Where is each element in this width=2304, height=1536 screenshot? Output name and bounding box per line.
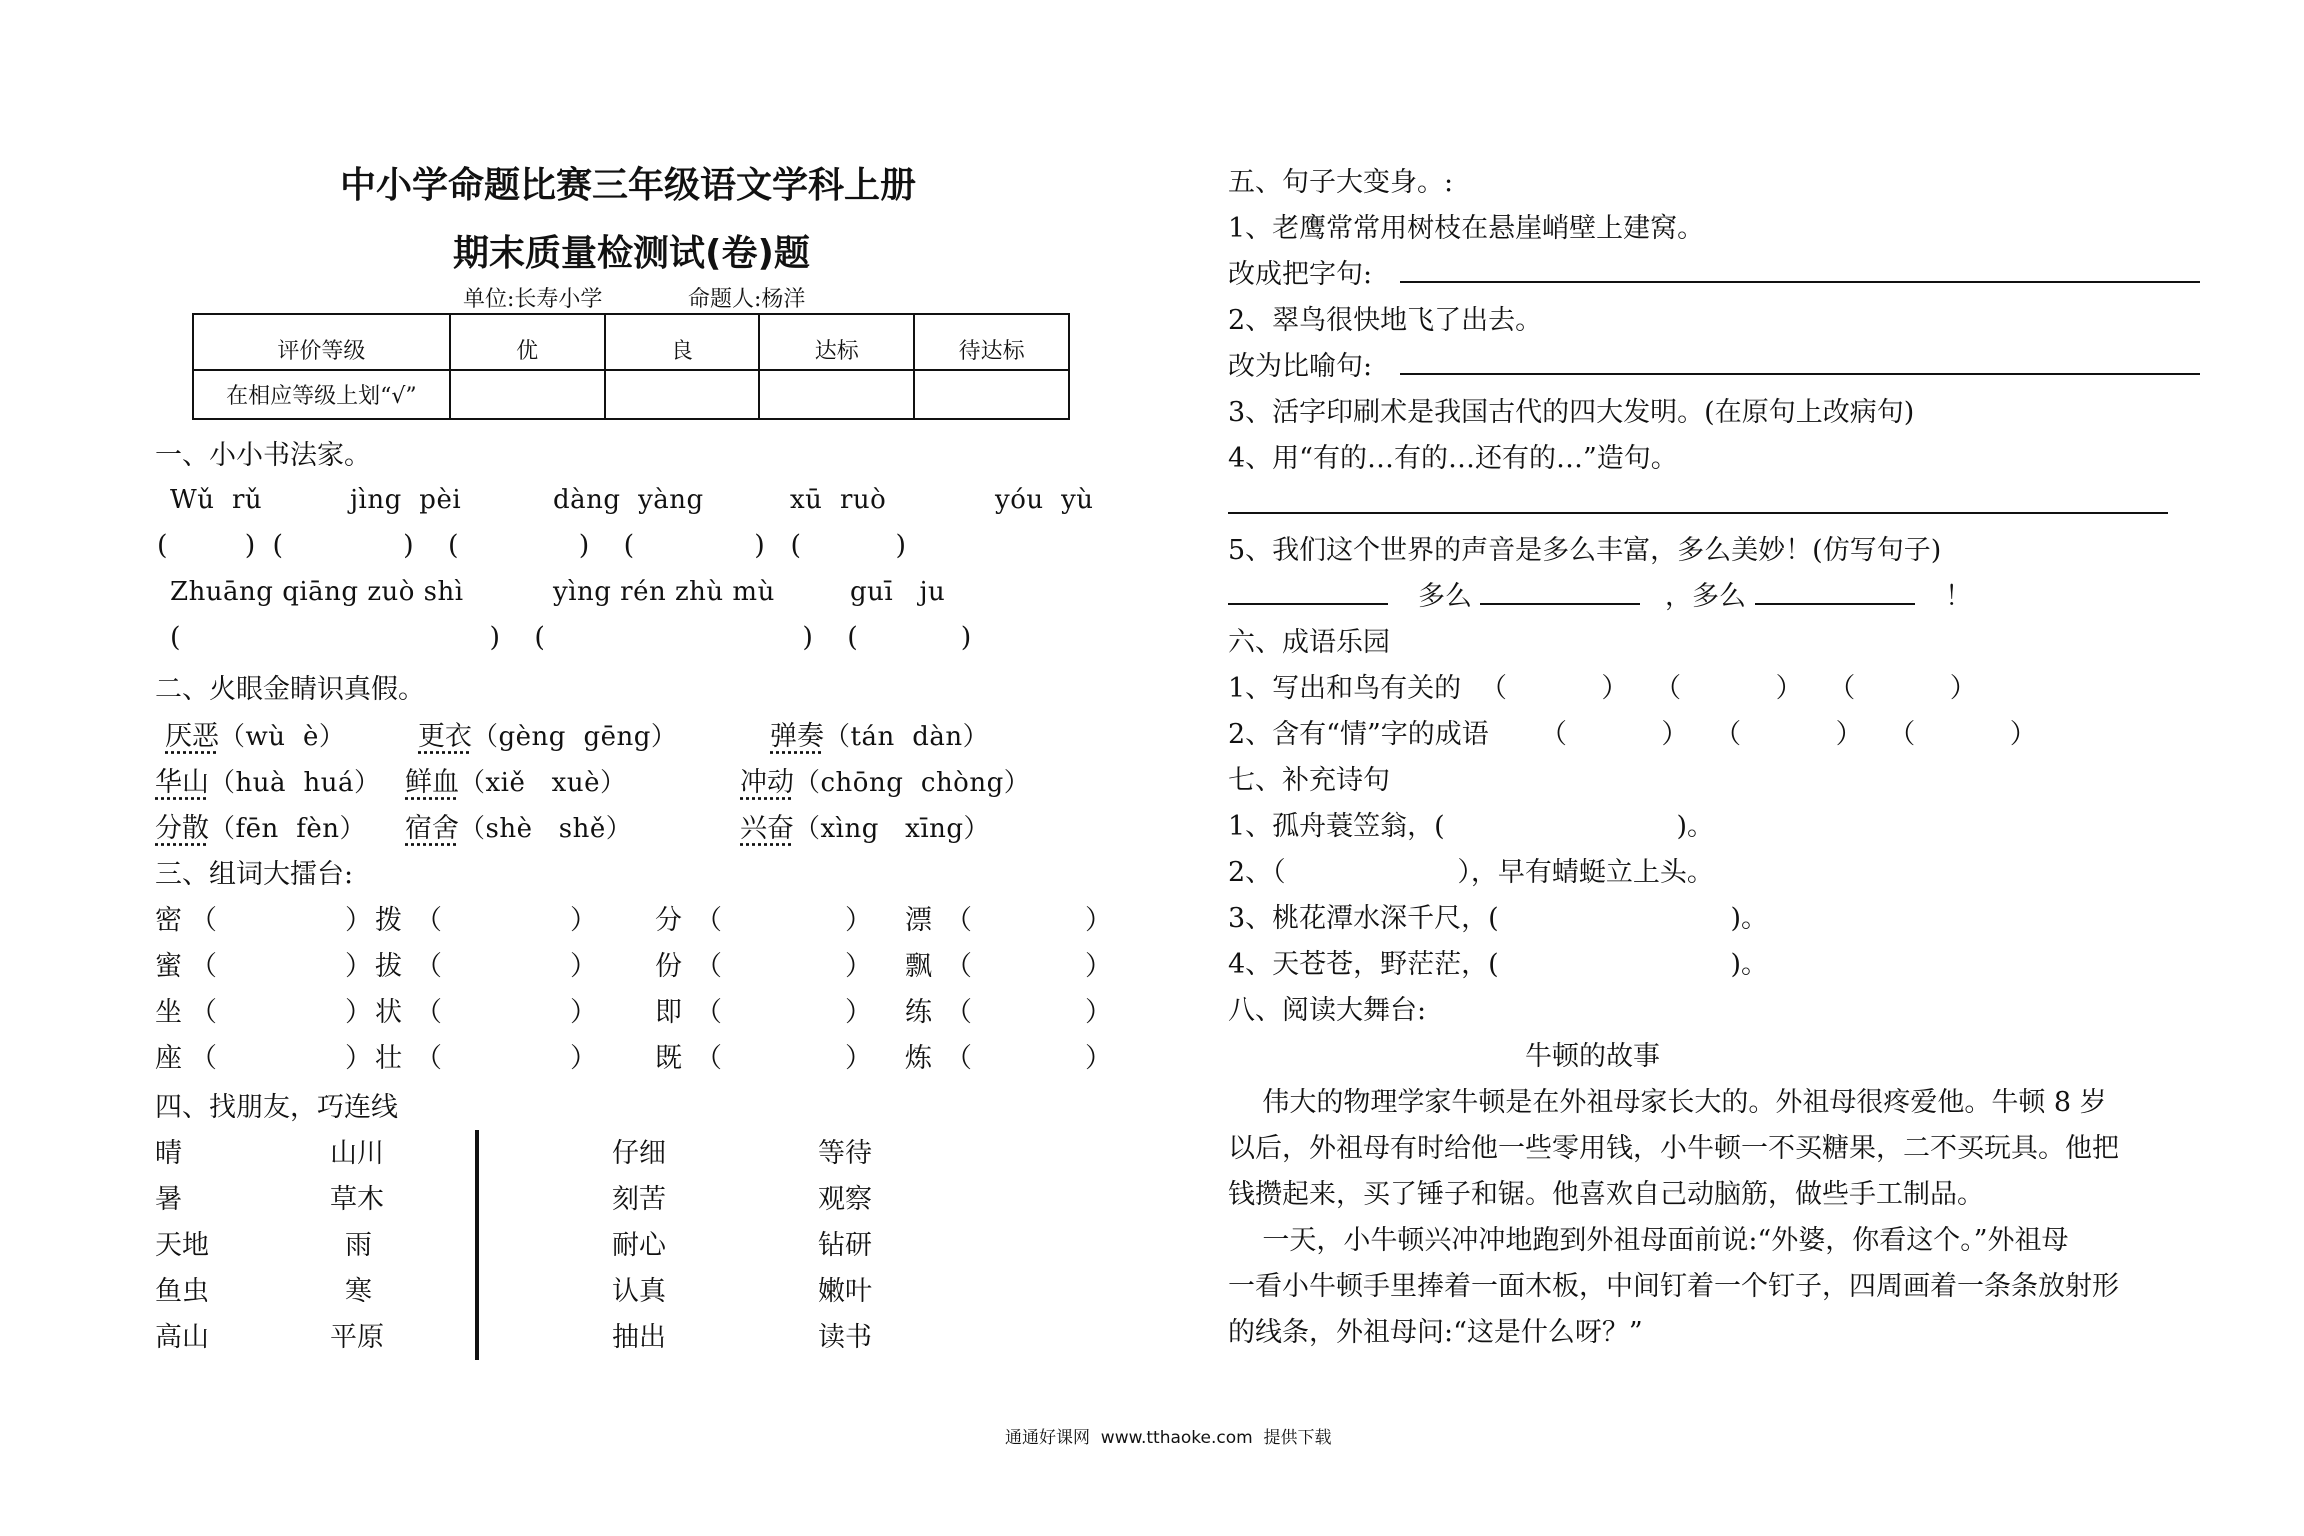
grade-table bbox=[192, 313, 1070, 420]
polyphone-item[interactable] bbox=[740, 760, 1030, 799]
match-word[interactable]: 抽出 bbox=[612, 1322, 666, 1353]
story-title: 牛顿的故事 bbox=[1525, 1041, 1660, 1072]
polyphone-item[interactable] bbox=[405, 760, 626, 799]
pinyin-options: （gèng gēng） bbox=[472, 722, 678, 752]
answer-bracket-close[interactable]: ） bbox=[570, 1043, 597, 1074]
story-line: 钱攒起来，买了锤子和锯。他喜欢自己动脑筋，做些手工制品。 bbox=[1228, 1179, 1984, 1210]
author-label: 命题人:杨洋 bbox=[688, 287, 806, 312]
fill-word: ！ bbox=[1945, 581, 1972, 612]
match-word[interactable]: 雨 bbox=[345, 1230, 372, 1261]
match-word[interactable]: 等待 bbox=[818, 1138, 872, 1169]
answer-line[interactable] bbox=[1400, 373, 2200, 375]
match-word[interactable]: 高山 bbox=[155, 1322, 209, 1353]
answer-bracket-open[interactable]: （ bbox=[415, 905, 442, 936]
pinyin-item: guī ju bbox=[850, 577, 946, 607]
fill-word: 多么 bbox=[1418, 581, 1472, 612]
polyphone-word: 宿舍 bbox=[405, 813, 459, 844]
answer-line[interactable] bbox=[1755, 603, 1915, 605]
answer-bracket-open[interactable]: （ bbox=[190, 951, 217, 982]
pinyin-options: （chōng chòng） bbox=[794, 768, 1031, 798]
match-word[interactable]: 刻苦 bbox=[612, 1184, 666, 1215]
question-text: 2、翠鸟很快地飞了出去。 bbox=[1228, 305, 1543, 336]
base-character: 份 bbox=[655, 951, 682, 982]
question-text: 4、用“有的…有的…还有的…”造句。 bbox=[1228, 443, 1678, 474]
answer-bracket-close[interactable]: ） bbox=[1085, 1043, 1112, 1074]
match-word[interactable]: 耐心 bbox=[612, 1230, 666, 1261]
answer-bracket-open[interactable]: （ bbox=[190, 905, 217, 936]
match-word[interactable]: 仔细 bbox=[612, 1138, 666, 1169]
answer-bracket-close[interactable]: ） bbox=[345, 905, 372, 936]
base-character: 状 bbox=[375, 997, 402, 1028]
answer-bracket-close[interactable]: ） bbox=[570, 905, 597, 936]
answer-bracket-close[interactable]: ） bbox=[1085, 997, 1112, 1028]
polyphone-word: 兴奋 bbox=[740, 813, 794, 844]
pinyin-options: （xìng xīng） bbox=[794, 814, 991, 844]
match-word[interactable]: 寒 bbox=[345, 1276, 372, 1307]
answer-brackets[interactable]: ( ) ( ) ( ) bbox=[170, 622, 972, 653]
polyphone-word: 冲动 bbox=[740, 767, 794, 798]
answer-bracket-close[interactable]: ） bbox=[570, 997, 597, 1028]
unit-label: 单位:长寿小学 bbox=[463, 287, 603, 312]
story-line: 的线条，外祖母问:“这是什么呀？” bbox=[1228, 1317, 1643, 1348]
answer-brackets[interactable]: ( ) ( ) ( ) ( ) ( ) bbox=[157, 530, 907, 561]
pinyin-options: （huà huá） bbox=[209, 768, 381, 798]
base-character: 拨 bbox=[375, 905, 402, 936]
grade-blank-cell[interactable] bbox=[605, 370, 760, 419]
match-word[interactable]: 暑 bbox=[155, 1184, 182, 1215]
answer-line[interactable] bbox=[1228, 603, 1388, 605]
question-prompt: 改成把字句: bbox=[1228, 259, 1373, 290]
answer-bracket-open[interactable]: （ bbox=[415, 951, 442, 982]
grade-blank-cell[interactable] bbox=[759, 370, 914, 419]
base-character: 飘 bbox=[905, 951, 932, 982]
question-text: 5、我们这个世界的声音是多么丰富，多么美妙！(仿写句子) bbox=[1228, 535, 1942, 566]
match-word[interactable]: 读书 bbox=[818, 1322, 872, 1353]
grade-header-cell: 待达标 bbox=[914, 314, 1069, 370]
section-7-heading: 七、补充诗句 bbox=[1228, 765, 1390, 796]
answer-bracket-open[interactable]: （ bbox=[190, 1043, 217, 1074]
pinyin-options: （wù è） bbox=[219, 722, 346, 752]
match-word[interactable]: 山川 bbox=[330, 1138, 384, 1169]
grade-blank-cell[interactable] bbox=[450, 370, 605, 419]
section-8-heading: 八、阅读大舞台: bbox=[1228, 995, 1427, 1026]
base-character: 即 bbox=[655, 997, 682, 1028]
polyphone-item[interactable] bbox=[770, 714, 989, 753]
pinyin-options: （tán dàn） bbox=[824, 722, 990, 752]
answer-bracket-open[interactable]: （ bbox=[415, 997, 442, 1028]
answer-bracket-open[interactable]: （ bbox=[945, 951, 972, 982]
match-word[interactable]: 草木 bbox=[330, 1184, 384, 1215]
base-character: 座 bbox=[155, 1043, 182, 1074]
base-character: 蜜 bbox=[155, 951, 182, 982]
pinyin-item: Zhuāng qiāng zuò shì bbox=[170, 577, 464, 607]
grade-blank-cell[interactable] bbox=[914, 370, 1069, 419]
answer-brackets[interactable]: （ ） （ ） （ ） bbox=[1480, 673, 1977, 704]
polyphone-word: 鲜血 bbox=[405, 767, 459, 798]
polyphone-word: 厌恶 bbox=[165, 721, 219, 752]
answer-bracket-close[interactable]: ） bbox=[845, 905, 872, 936]
match-word[interactable]: 平原 bbox=[330, 1322, 384, 1353]
polyphone-item[interactable] bbox=[155, 760, 381, 799]
grade-header-cell: 良 bbox=[605, 314, 760, 370]
grade-header-cell: 评价等级 bbox=[193, 314, 450, 370]
pinyin-item: jìng pèi bbox=[350, 485, 462, 515]
answer-bracket-close[interactable]: ） bbox=[845, 1043, 872, 1074]
answer-bracket-open[interactable]: （ bbox=[945, 997, 972, 1028]
polyphone-item[interactable] bbox=[740, 806, 990, 845]
pinyin-item: Wǔ rǔ bbox=[170, 485, 263, 515]
answer-bracket-close[interactable]: ） bbox=[1085, 951, 1112, 982]
answer-bracket-close[interactable]: ） bbox=[845, 997, 872, 1028]
polyphone-item[interactable] bbox=[418, 714, 677, 753]
answer-bracket-close[interactable]: ） bbox=[570, 951, 597, 982]
match-word[interactable]: 晴 bbox=[155, 1138, 182, 1169]
answer-bracket-open[interactable]: （ bbox=[945, 1043, 972, 1074]
pinyin-options: （fēn fèn） bbox=[209, 814, 367, 844]
base-character: 炼 bbox=[905, 1043, 932, 1074]
question-text: 1、写出和鸟有关的 bbox=[1228, 673, 1462, 704]
answer-line[interactable] bbox=[1400, 281, 2200, 283]
answer-bracket-close[interactable]: ） bbox=[345, 997, 372, 1028]
answer-bracket-open[interactable]: （ bbox=[945, 905, 972, 936]
answer-bracket-open[interactable]: （ bbox=[695, 905, 722, 936]
pinyin-options: （shè shě） bbox=[459, 814, 633, 844]
title-line-2: 期末质量检测试(卷)题 bbox=[453, 233, 810, 274]
pinyin-item: yìng rén zhù mù bbox=[553, 577, 775, 607]
base-character: 坐 bbox=[155, 997, 182, 1028]
match-word[interactable]: 天地 bbox=[155, 1230, 209, 1261]
base-character: 漂 bbox=[905, 905, 932, 936]
section-6-heading: 六、成语乐园 bbox=[1228, 627, 1390, 658]
polyphone-word: 弹奏 bbox=[770, 721, 824, 752]
match-word[interactable]: 钻研 bbox=[818, 1230, 872, 1261]
pinyin-item: xū ruò bbox=[790, 485, 887, 515]
section-3-heading: 三、组词大擂台: bbox=[155, 859, 354, 890]
story-line: 一看小牛顿手里捧着一面木板，中间钉着一个钉子，四周画着一条条放射形 bbox=[1228, 1271, 2119, 1302]
grade-instruction-cell: 在相应等级上划“√” bbox=[193, 370, 450, 419]
question-text: 2、含有“情”字的成语 bbox=[1228, 719, 1489, 750]
question-text: 1、老鹰常常用树枝在悬崖峭壁上建窝。 bbox=[1228, 213, 1705, 244]
match-word[interactable]: 观察 bbox=[818, 1184, 872, 1215]
polyphone-word: 更衣 bbox=[418, 721, 472, 752]
grade-header-cell: 达标 bbox=[759, 314, 914, 370]
match-word[interactable]: 认真 bbox=[612, 1276, 666, 1307]
question-text: 3、活字印刷术是我国古代的四大发明。(在原句上改病句) bbox=[1228, 397, 1915, 428]
pinyin-item: yóu yù bbox=[995, 485, 1094, 515]
poem-line[interactable]: 2、（ ），早有蜻蜓立上头。 bbox=[1228, 857, 1714, 888]
grade-header-cell: 优 bbox=[450, 314, 605, 370]
column-divider bbox=[475, 1130, 479, 1360]
answer-bracket-close[interactable]: ） bbox=[845, 951, 872, 982]
section-4-heading: 四、找朋友，巧连线 bbox=[155, 1092, 398, 1123]
footer-text: 通通好课网 www.tthaoke.com 提供下载 bbox=[1005, 1428, 1332, 1448]
pinyin-item: dàng yàng bbox=[553, 485, 704, 515]
answer-line[interactable] bbox=[1228, 512, 2168, 514]
base-character: 既 bbox=[655, 1043, 682, 1074]
polyphone-item[interactable] bbox=[155, 806, 366, 845]
answer-bracket-close[interactable]: ） bbox=[345, 951, 372, 982]
story-line: 以后，外祖母有时给他一些零用钱，小牛顿一不买糖果，二不买玩具。他把 bbox=[1228, 1133, 2119, 1164]
base-character: 密 bbox=[155, 905, 182, 936]
poem-line[interactable]: 4、天苍苍，野茫茫，( )。 bbox=[1228, 949, 1768, 980]
answer-bracket-open[interactable]: （ bbox=[695, 997, 722, 1028]
pinyin-options: （xiě xuè） bbox=[459, 768, 627, 798]
answer-bracket-open[interactable]: （ bbox=[190, 997, 217, 1028]
polyphone-item[interactable] bbox=[405, 806, 632, 845]
answer-bracket-open[interactable]: （ bbox=[695, 951, 722, 982]
fill-word: ，多么 bbox=[1665, 581, 1746, 612]
story-line: 伟大的物理学家牛顿是在外祖母家长大的。外祖母很疼爱他。牛顿 8 岁 bbox=[1228, 1087, 2107, 1118]
match-word[interactable]: 鱼虫 bbox=[155, 1276, 209, 1307]
poem-line[interactable]: 3、桃花潭水深千尺，( )。 bbox=[1228, 903, 1768, 934]
section-2-heading: 二、火眼金睛识真假。 bbox=[155, 674, 425, 705]
polyphone-word: 华山 bbox=[155, 767, 209, 798]
base-character: 壮 bbox=[375, 1043, 402, 1074]
base-character: 练 bbox=[905, 997, 932, 1028]
answer-bracket-open[interactable]: （ bbox=[415, 1043, 442, 1074]
answer-bracket-open[interactable]: （ bbox=[695, 1043, 722, 1074]
polyphone-word: 分散 bbox=[155, 813, 209, 844]
answer-brackets[interactable]: （ ） （ ） （ ） bbox=[1540, 719, 2037, 750]
answer-bracket-close[interactable]: ） bbox=[1085, 905, 1112, 936]
poem-line[interactable]: 1、孤舟蓑笠翁，( )。 bbox=[1228, 811, 1714, 842]
base-character: 分 bbox=[655, 905, 682, 936]
question-prompt: 改为比喻句: bbox=[1228, 351, 1373, 382]
section-5-heading: 五、句子大变身。: bbox=[1228, 167, 1454, 198]
story-line: 一天，小牛顿兴冲冲地跑到外祖母面前说:“外婆，你看这个。”外祖母 bbox=[1228, 1225, 2069, 1256]
match-word[interactable]: 嫩叶 bbox=[818, 1276, 872, 1307]
base-character: 拔 bbox=[375, 951, 402, 982]
answer-bracket-close[interactable]: ） bbox=[345, 1043, 372, 1074]
polyphone-item[interactable] bbox=[165, 714, 345, 753]
section-1-heading: 一、小小书法家。 bbox=[155, 440, 371, 471]
title-line-1: 中小学命题比赛三年级语文学科上册 bbox=[340, 165, 917, 206]
answer-line[interactable] bbox=[1480, 603, 1640, 605]
